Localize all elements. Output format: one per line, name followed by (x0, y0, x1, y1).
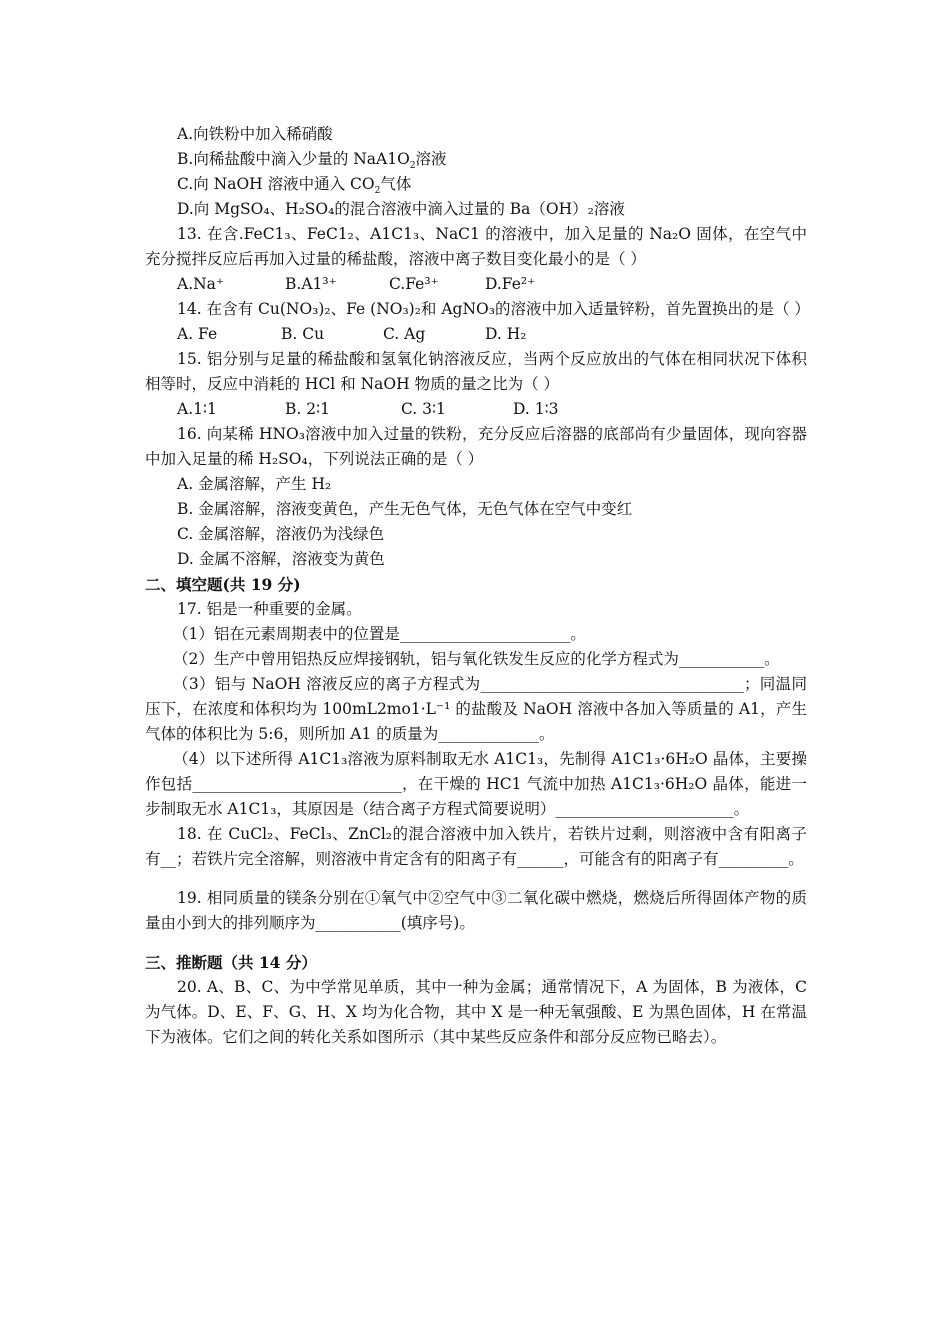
q13-option-c: C.Fe³⁺ (389, 275, 439, 293)
q16-option-b: B. 金属溶解，溶液变黄色，产生无色气体，无色气体在空气中变红 (177, 500, 633, 518)
q17-part3: （3）铝与 NaOH 溶液反应的离子方程式为__________________________________；同温同压下，在浓度和体积均为 100mL2mo1·L⁻¹ 的盐酸及 NaOH 溶液中各加入等质量的 A1，产生气体的体积比为 5:6，则所加 A1 的质量为_____________。 (145, 675, 807, 743)
q13-options (145, 272, 807, 297)
q14-option-a: A. Fe (177, 325, 218, 343)
q15-stem: 15. 铝分别与足量的稀盐酸和氢氧化钠溶液反应，当两个反应放出的气体在相同状况下体积相等时，反应中消耗的 HCl 和 NaOH 物质的量之比为（ ） (145, 350, 807, 393)
q19-text: 19. 相同质量的镁条分别在①氧气中②空气中③二氧化碳中燃烧，燃烧后所得固体产物的质量由小到大的排列顺序为___________(填序号)。 (145, 889, 807, 932)
q13-option-a: A.Na⁺ (177, 275, 225, 293)
q12-option-c-text: C.向 NaOH 溶液中通入 CO (177, 175, 375, 193)
q13-option-b: B.A1³⁺ (285, 275, 337, 293)
q16-option-d: D. 金属不溶解，溶液变为黄色 (177, 550, 385, 568)
q12-option-c-sub: 2 (374, 186, 381, 197)
q17-part2: （2）生产中曾用铝热反应焊接钢轨，铝与氧化铁发生反应的化学方程式为___________。 (173, 650, 780, 668)
q12-option-a: A.向铁粉中加入稀硝酸 (177, 125, 333, 143)
exam-page (145, 122, 810, 1050)
q12-option-b-tail: 溶液 (415, 150, 447, 168)
q12-option-b (145, 147, 807, 172)
q12-option-c (145, 172, 807, 197)
q16-option-a: A. 金属溶解，产生 H₂ (177, 475, 332, 493)
q12-option-b-sub: 2 (409, 161, 416, 172)
q18-text: 18. 在 CuCl₂、FeCl₃、ZnCl₂的混合溶液中加入铁片，若铁片过剩，则溶液中含有阳离子有__；若铁片完全溶解，则溶液中肯定含有的阳离子有______，可能含有的阳离子有_________。 (145, 825, 807, 868)
q14-option-d: D. H₂ (485, 325, 527, 343)
q12-option-b-text: B.向稀盐酸中滴入少量的 NaA1O (177, 150, 410, 168)
section-fill-in-heading: 二、填空题(共 19 分) (145, 575, 301, 594)
q14-stem: 14. 在含有 Cu(NO₃)₂、Fe (NO₃)₂和 AgNO₃的溶液中加入适量锌粉，首先置换出的是（ ） (177, 300, 810, 318)
q17-stem: 17. 铝是一种重要的金属。 (177, 600, 362, 618)
q15-option-c: C. 3∶1 (401, 400, 446, 418)
q16-stem: 16. 向某稀 HNO₃溶液中加入过量的铁粉，充分反应后溶器的底部尚有少量固体，现向容器中加入足量的稀 H₂SO₄，下列说法正确的是（ ） (145, 425, 807, 468)
q13-option-d: D.Fe²⁺ (485, 275, 536, 293)
q12-option-c-tail: 气体 (380, 175, 412, 193)
q13-stem: 13. 在含.FeC1₃、FeC1₂、A1C1₃、NaC1 的溶液中，加入足量的 Na₂O 固体，在空气中充分搅拌反应后再加入过量的稀盐酸，溶液中离子数目变化最小的是（ ） (145, 225, 807, 268)
q14-option-b: B. Cu (281, 325, 325, 343)
q12-option-d: D.向 MgSO₄、H₂SO₄的混合溶液中滴入过量的 Ba（OH）₂溶液 (177, 200, 625, 218)
q14-option-c: C. Ag (383, 325, 426, 343)
q15-option-a: A.1∶1 (177, 400, 217, 418)
q15-option-d: D. 1∶3 (513, 400, 559, 418)
q16-option-c: C. 金属溶解，溶液仍为浅绿色 (177, 525, 385, 543)
q15-options (145, 397, 807, 422)
q14-options (145, 322, 807, 347)
section-inference-heading: 三、推断题（共 14 分） (145, 953, 317, 972)
q17-part4: （4）以下述所得 A1C1₃溶液为原料制取无水 A1C1₃，先制得 A1C1₃·6H₂O 晶体，主要操作包括___________________________，在干燥的 HC1 气流中加热 A1C1₃·6H₂O 晶体，能进一步制取无水 A1C1₃，其原因是（结合离子方程式简要说明）_______________________。 (145, 750, 807, 818)
q17-part1: （1）铝在元素周期表中的位置是______________________。 (173, 625, 586, 643)
q15-option-b: B. 2∶1 (285, 400, 331, 418)
q20-text: 20. A、B、C、为中学常见单质，其中一种为金属；通常情况下，A 为固体，B 为液体，C 为气体。D、E、F、G、H、X 均为化合物，其中 X 是一种无氧强酸、E 为黑色固体，H 在常温下为液体。它们之间的转化关系如图所示（其中某些反应条件和部分反应物已略去）。 (145, 978, 807, 1046)
